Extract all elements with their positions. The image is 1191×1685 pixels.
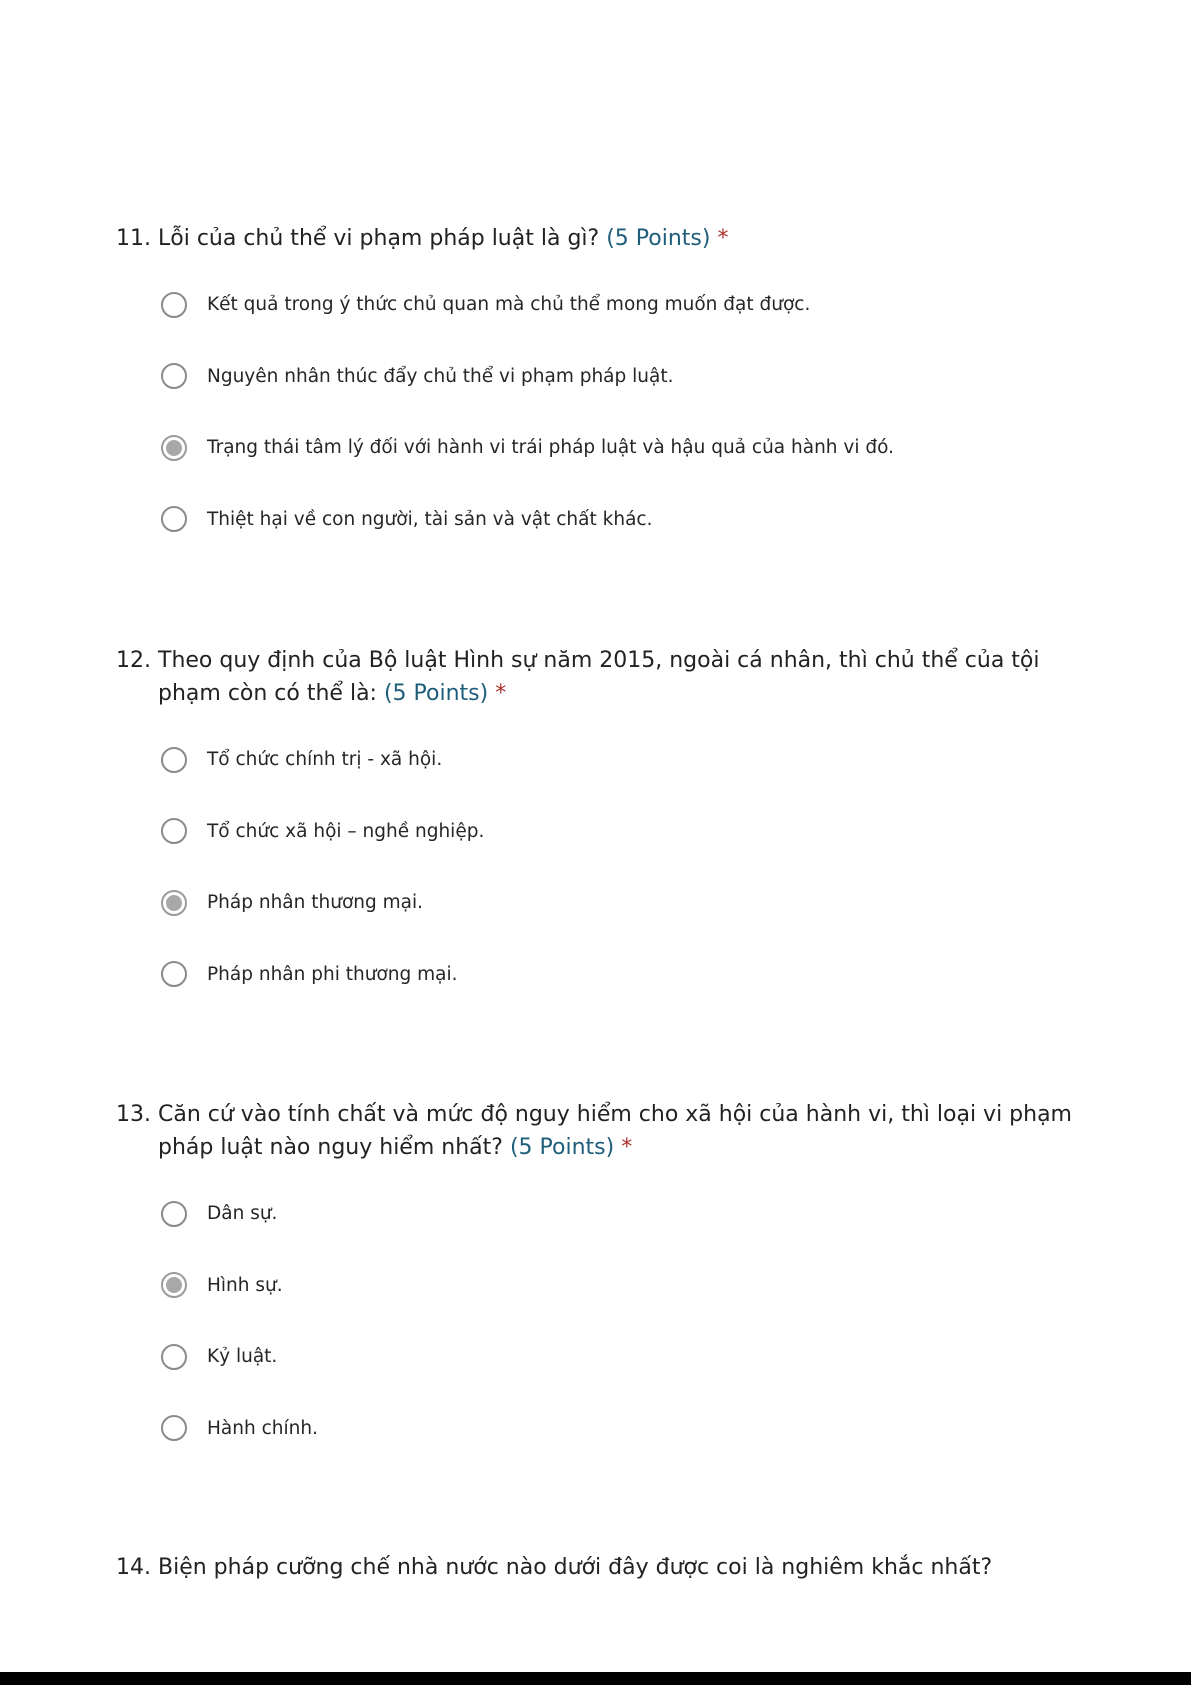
question-number: 13.	[116, 1102, 151, 1127]
question-text: Biện pháp cưỡng chế nhà nước nào dưới đây được coi là nghiêm khắc nhất?	[158, 1555, 993, 1580]
radio-button-selected[interactable]	[161, 890, 187, 916]
radio-button[interactable]	[161, 1415, 187, 1441]
option-label: Hình sự.	[207, 1274, 283, 1296]
option-label: Kỷ luật.	[207, 1346, 278, 1368]
required-marker: *	[717, 226, 729, 251]
option-4[interactable]	[161, 1393, 1076, 1465]
radio-button-selected[interactable]	[161, 1272, 187, 1298]
option-3[interactable]	[161, 1321, 1076, 1393]
option-4[interactable]	[161, 939, 1076, 1011]
question-number: 12.	[116, 648, 151, 673]
question-text-wrap	[158, 644, 1076, 710]
option-4[interactable]	[161, 484, 1076, 556]
question-text: Lỗi của chủ thể vi phạm pháp luật là gì?	[158, 226, 600, 251]
question-number: 14.	[116, 1555, 151, 1580]
question-points: (5 Points)	[509, 1135, 615, 1160]
options-list	[161, 1178, 1076, 1464]
option-label: Tổ chức xã hội – nghề nghiệp.	[207, 820, 485, 842]
question-text-wrap	[158, 1098, 1076, 1164]
option-2[interactable]	[161, 1250, 1076, 1322]
option-label: Tổ chức chính trị - xã hội.	[207, 749, 443, 771]
radio-button[interactable]	[161, 818, 187, 844]
option-2[interactable]	[161, 341, 1076, 413]
question-text-wrap	[158, 222, 1076, 255]
radio-button[interactable]	[161, 1344, 187, 1370]
option-label: Hành chính.	[207, 1417, 318, 1439]
option-label: Thiệt hại về con người, tài sản và vật chất khác.	[207, 508, 653, 530]
radio-button[interactable]	[161, 506, 187, 532]
option-label: Pháp nhân phi thương mại.	[207, 963, 458, 985]
question-header	[116, 222, 1076, 255]
option-3[interactable]	[161, 867, 1076, 939]
question-text: Theo quy định của Bộ luật Hình sự năm 2015, ngoài cá nhân, thì chủ thể của tội phạm còn có thể là:	[158, 648, 1040, 706]
option-1[interactable]	[161, 1178, 1076, 1250]
radio-button[interactable]	[161, 1201, 187, 1227]
question-12	[116, 644, 1076, 1010]
option-label: Pháp nhân thương mại.	[207, 892, 423, 914]
options-list	[161, 724, 1076, 1010]
question-points: (5 Points)	[383, 681, 489, 706]
radio-button[interactable]	[161, 961, 187, 987]
radio-button[interactable]	[161, 292, 187, 318]
question-text: Căn cứ vào tính chất và mức độ nguy hiểm cho xã hội của hành vi, thì loại vi phạm pháp luật nào nguy hiểm nhất?	[158, 1102, 1072, 1160]
question-header	[116, 1098, 1076, 1164]
option-3[interactable]	[161, 412, 1076, 484]
option-2[interactable]	[161, 796, 1076, 868]
question-header	[116, 1551, 1076, 1584]
radio-button[interactable]	[161, 747, 187, 773]
option-label: Kết quả trong ý thức chủ quan mà chủ thể mong muốn đạt được.	[207, 294, 811, 316]
option-label: Dân sự.	[207, 1203, 278, 1225]
question-11	[116, 222, 1076, 555]
required-marker: *	[621, 1135, 633, 1160]
question-14	[116, 1551, 1076, 1584]
question-number: 11.	[116, 226, 151, 251]
radio-button-selected[interactable]	[161, 435, 187, 461]
options-list	[161, 269, 1076, 555]
question-points: (5 Points)	[606, 226, 711, 251]
bottom-border	[0, 1672, 1191, 1685]
option-1[interactable]	[161, 269, 1076, 341]
required-marker: *	[495, 681, 507, 706]
option-label: Nguyên nhân thúc đẩy chủ thể vi phạm pháp luật.	[207, 365, 674, 387]
radio-button[interactable]	[161, 363, 187, 389]
question-13	[116, 1098, 1076, 1464]
question-header	[116, 644, 1076, 710]
option-label: Trạng thái tâm lý đối với hành vi trái pháp luật và hậu quả của hành vi đó.	[207, 437, 894, 459]
option-1[interactable]	[161, 724, 1076, 796]
